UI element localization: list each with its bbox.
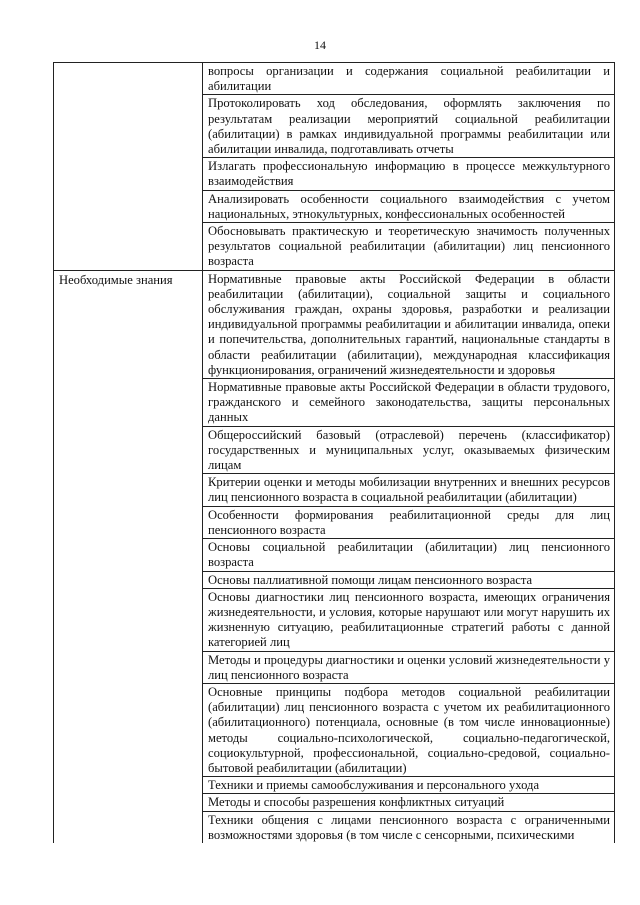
skill-item: Обосновывать практическую и теоретическую значимость полученных результатов социальной реабилитации (абилитации) лиц пенсионного возраста bbox=[203, 223, 615, 271]
table-row bbox=[54, 63, 615, 95]
knowledge-item: Нормативные правовые акты Российской Федерации в области трудового, гражданского и семейного законодательства, защиты персональных данных bbox=[203, 379, 615, 427]
knowledge-item: Общероссийский базовый (отраслевой) перечень (классификатор) государственных и муниципальных услуг, оказываемых физическим лицам bbox=[203, 426, 615, 474]
knowledge-item: Основы социальной реабилитации (абилитации) лиц пенсионного возраста bbox=[203, 539, 615, 571]
knowledge-item: Основы паллиативной помощи лицам пенсионного возраста bbox=[203, 571, 615, 588]
knowledge-item: Основные принципы подбора методов социальной реабилитации (абилитации) лиц пенсионного возраста с учетом их реабилитационного (абилитационного) потенциала, основные (в том числе инновационные) методы социально-психологической, социально-педагогической, социокультурной, профессиональной, социально-средовой, социально-бытовой реабилитации (абилитации) bbox=[203, 683, 615, 776]
section-label-skills bbox=[54, 63, 203, 271]
skill-item: Излагать профессиональную информацию в процессе межкультурного взаимодействия bbox=[203, 158, 615, 190]
knowledge-item: Критерии оценки и методы мобилизации внутренних и внешних ресурсов лиц пенсионного возраста в социальной реабилитации (абилитации) bbox=[203, 474, 615, 506]
knowledge-item: Нормативные правовые акты Российской Федерации в области реабилитации (абилитации), социальной защиты и социального обслуживания граждан, охраны здоровья, разработки и реализации индивидуальной программы реабилитации и абилитации инвалида, опеки и попечительства, дополнительных гарантий, национальные стандарты в области реабилитации (абилитации), международная классификация функционирования, ограничений жизнедеятельности и здоровья bbox=[203, 270, 615, 378]
knowledge-item: Техники и приемы самообслуживания и персонального ухода bbox=[203, 777, 615, 794]
knowledge-item: Особенности формирования реабилитационной среды для лиц пенсионного возраста bbox=[203, 506, 615, 538]
knowledge-item: Основы диагностики лиц пенсионного возраста, имеющих ограничения жизнедеятельности, и условия, которые нарушают или могут нарушить их жизненную ситуацию, реабилитационные стратегий работы с данной категорией лиц bbox=[203, 588, 615, 651]
knowledge-item: Методы и способы разрешения конфликтных ситуаций bbox=[203, 794, 615, 811]
page-number: 14 bbox=[314, 38, 326, 52]
table-row bbox=[54, 270, 615, 378]
competency-table bbox=[53, 62, 615, 843]
section-label-knowledge: Необходимые знания bbox=[54, 270, 203, 843]
knowledge-item: Методы и процедуры диагностики и оценки условий жизнедеятельности у лиц пенсионного возраста bbox=[203, 651, 615, 683]
knowledge-item: Техники общения с лицами пенсионного возраста с ограниченными возможностями здоровья (в том числе с сенсорными, психическими bbox=[203, 811, 615, 843]
skill-item: Протоколировать ход обследования, оформлять заключения по результатам реализации мероприятий социальной реабилитации (абилитации) в рамках индивидуальной программы реабилитации или абилитации инвалида, подготавливать отчеты bbox=[203, 95, 615, 158]
skill-item: Анализировать особенности социального взаимодействия с учетом национальных, этнокультурных, конфессиональных особенностей bbox=[203, 190, 615, 222]
skill-item: вопросы организации и содержания социальной реабилитации и абилитации bbox=[203, 63, 615, 95]
